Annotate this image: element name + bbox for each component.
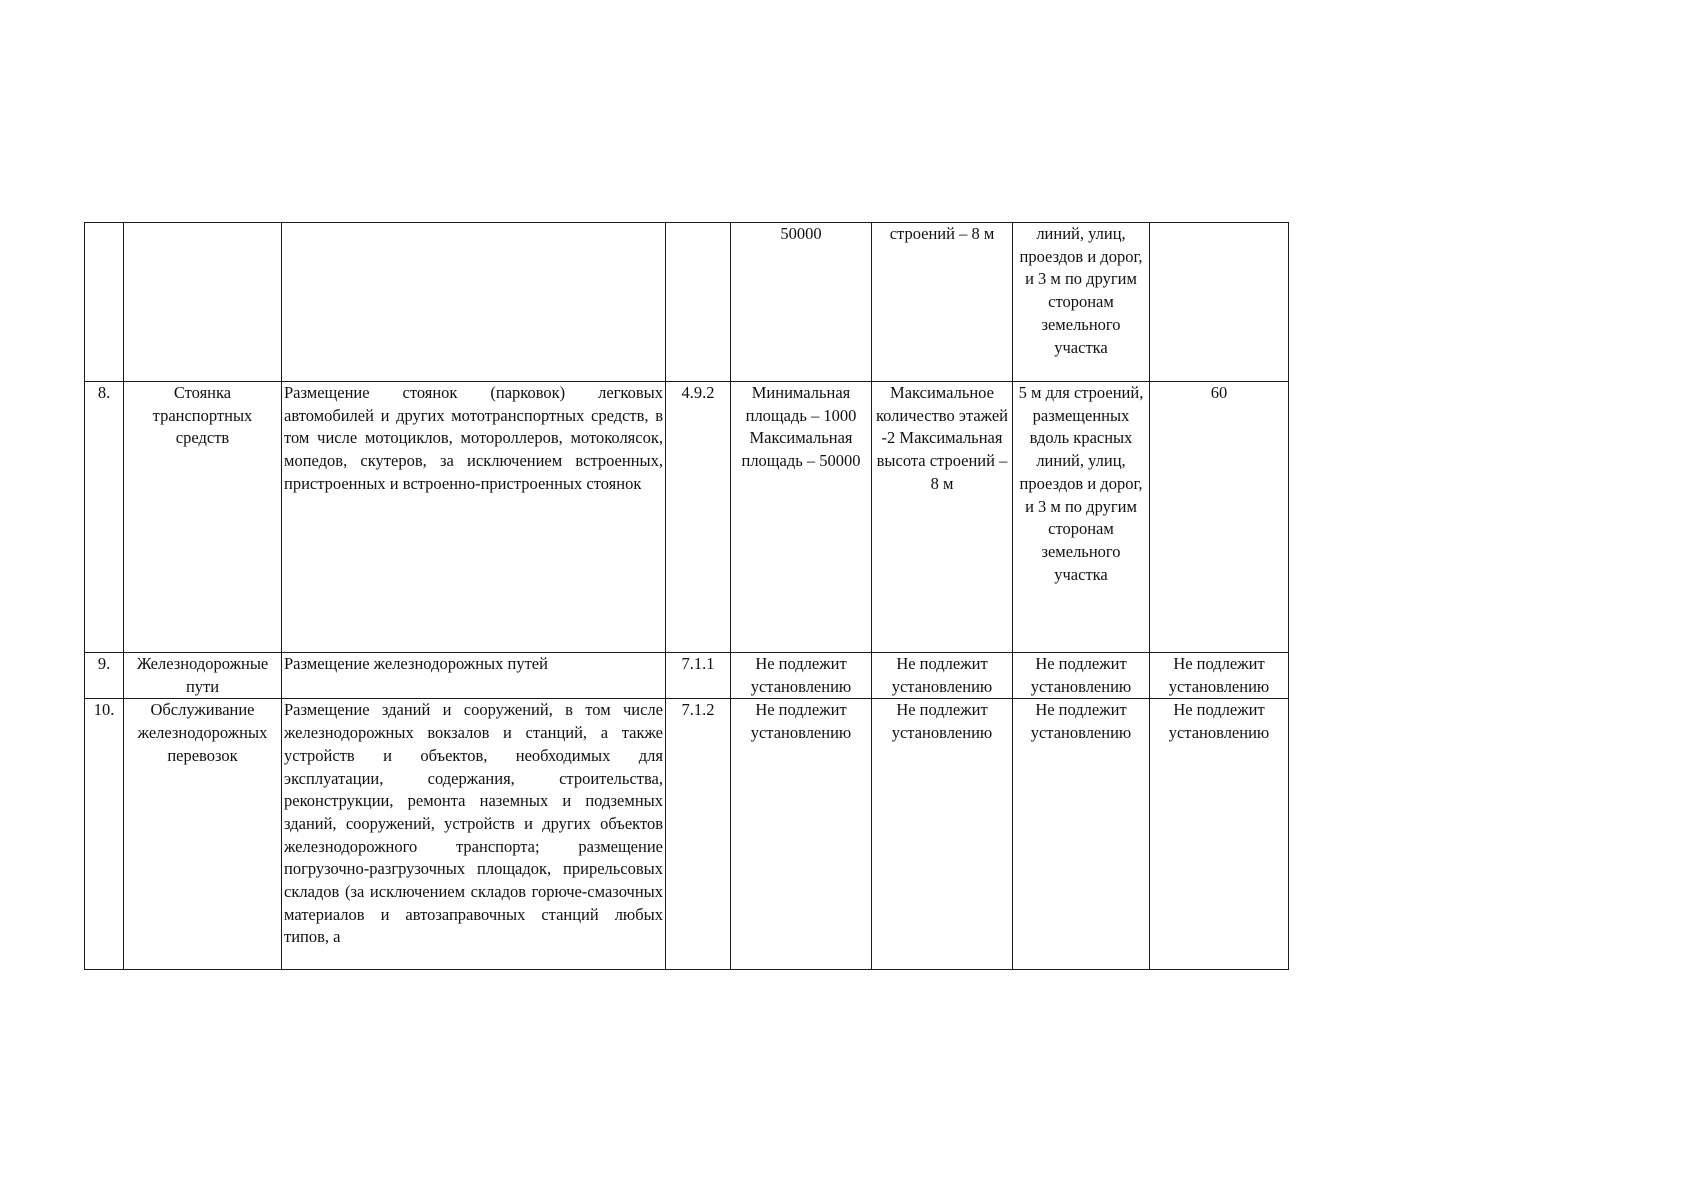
plot-area-cell: 50000: [731, 223, 872, 382]
description-cell: Размещение зданий и сооружений, в том числе железнодорожных вокзалов и станций, а также устройств и объектов, необходимых для эксплуатации, содержания, строительства, реконструкции, ремонта наземных и подземных зданий, сооружений, устройств и других объектов железнодорожного транспорта; размещение погрузочно-разгрузочных площадок, прирельсовых складов (за исключением складов горюче-смазочных материалов и автозаправочных станций любых типов, а: [282, 699, 666, 970]
coverage-cell: [1150, 223, 1289, 382]
description-cell: Размещение железнодорожных путей: [282, 653, 666, 699]
table-row: [85, 653, 1289, 699]
floors-height-cell: строений – 8 м: [872, 223, 1013, 382]
use-type-cell: Стоянка транспортных средств: [124, 382, 282, 653]
table-row: [85, 223, 1289, 382]
code-cell: 7.1.2: [666, 699, 731, 970]
coverage-cell: 60: [1150, 382, 1289, 653]
code-cell: 7.1.1: [666, 653, 731, 699]
setback-cell: линий, улиц, проездов и дорог, и 3 м по другим сторонам земельного участка: [1013, 223, 1150, 382]
row-number-cell: 8.: [85, 382, 124, 653]
description-cell: Размещение стоянок (парковок) легковых автомобилей и других мототранспортных средств, в том числе мотоциклов, мотороллеров, мотоколясок, мопедов, скутеров, за исключением встроенных, пристроенных и встроенно-пристроенных стоянок: [282, 382, 666, 653]
land-use-table: [84, 222, 1289, 970]
floors-height-cell: Максимальное количество этажей -2 Максимальная высота строений – 8 м: [872, 382, 1013, 653]
coverage-cell: Не подлежит установлению: [1150, 653, 1289, 699]
use-type-cell: [124, 223, 282, 382]
floors-height-cell: Не подлежит установлению: [872, 653, 1013, 699]
description-cell: [282, 223, 666, 382]
use-type-cell: Обслуживание железнодорожных перевозок: [124, 699, 282, 970]
row-number-cell: 9.: [85, 653, 124, 699]
table-row: [85, 382, 1289, 653]
table-row: [85, 699, 1289, 970]
plot-area-cell: Не подлежит установлению: [731, 653, 872, 699]
setback-cell: Не подлежит установлению: [1013, 699, 1150, 970]
code-cell: [666, 223, 731, 382]
setback-cell: 5 м для строений, размещенных вдоль красных линий, улиц, проездов и дорог, и 3 м по другим сторонам земельного участка: [1013, 382, 1150, 653]
use-type-cell: Железнодорожные пути: [124, 653, 282, 699]
code-cell: 4.9.2: [666, 382, 731, 653]
coverage-cell: Не подлежит установлению: [1150, 699, 1289, 970]
row-number-cell: [85, 223, 124, 382]
plot-area-cell: Минимальная площадь – 1000 Максимальная площадь – 50000: [731, 382, 872, 653]
setback-cell: Не подлежит установлению: [1013, 653, 1150, 699]
row-number-cell: 10.: [85, 699, 124, 970]
plot-area-cell: Не подлежит установлению: [731, 699, 872, 970]
floors-height-cell: Не подлежит установлению: [872, 699, 1013, 970]
